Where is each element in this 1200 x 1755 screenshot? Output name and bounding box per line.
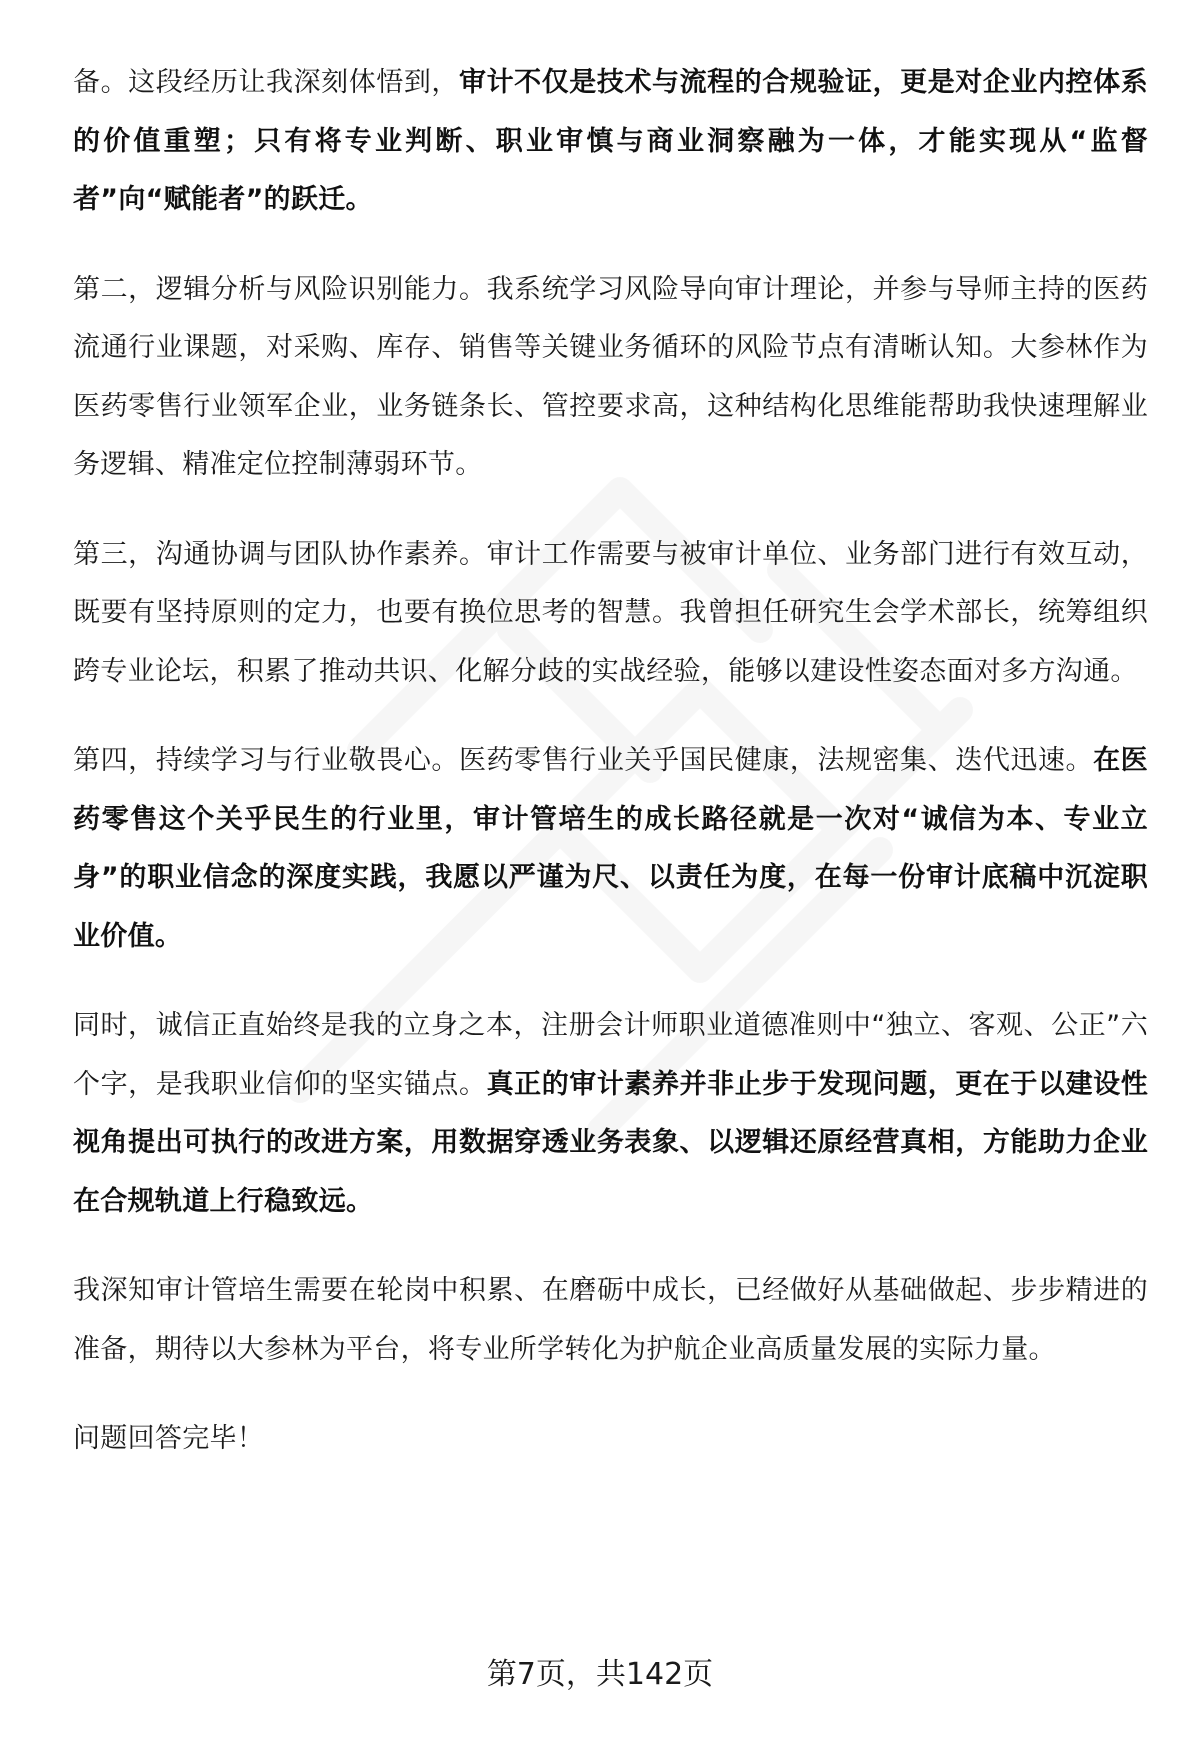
text-run: 问题回答完毕！ — [73, 1423, 265, 1454]
text-run: 我深知审计管培生需要在轮岗中积累、在磨砺中成长，已经做好从基础做起、步步精进的准备，期待以大参林为平台，将专业所学转化为护航企业高质量发展的实际力量。 — [73, 1275, 1148, 1365]
bold-text-run: 真正的审计素养并非止步于发现问题，更在于以建设性视角提出可执行的改进方案，用数据穿透业务表象、以逻辑还原经营真相，方能助力企业在合规轨道上行稳致远。 — [73, 1068, 1149, 1217]
paragraph — [73, 732, 1148, 966]
text-run: 第三，沟通协调与团队协作素养。审计工作需要与被审计单位、业务部门进行有效互动，既要有坚持原则的定力，也要有换位思考的智慧。我曾担任研究生会学术部长，统筹组织跨专业论坛，积累了推动共识、化解分歧的实战经验，能够以建设性姿态面对多方沟通。 — [73, 538, 1148, 687]
document-body — [73, 54, 1148, 1500]
text-run: 备。这段经历让我深刻体悟到， — [73, 67, 459, 98]
paragraph — [73, 997, 1148, 1231]
page-number-label: 第7页，共142页 — [486, 1657, 714, 1692]
paragraph — [73, 261, 1148, 495]
paragraph — [73, 1410, 1148, 1469]
text-run: 同时，诚信正直始终是我的立身之本，注册会计师职业道德准则中“独立、客观、公正”六个字，是我职业信仰的坚实锚点。 — [73, 1010, 1148, 1100]
paragraph — [73, 54, 1148, 230]
paragraph — [73, 1262, 1148, 1379]
page-footer — [0, 1655, 1200, 1695]
bold-text-run: 在医药零售这个关乎民生的行业里，审计管培生的成长路径就是一次对“诚信为本、专业立身”的职业信念的深度实践，我愿以严谨为尺、以责任为度，在每一份审计底稿中沉淀职业价值。 — [73, 745, 1148, 952]
paragraph — [73, 526, 1148, 702]
text-run: 第四，持续学习与行业敬畏心。医药零售行业关乎国民健康，法规密集、迭代迅速。 — [73, 745, 1094, 776]
bold-text-run: 审计不仅是技术与流程的合规验证，更是对企业内控体系的价值重塑；只有将专业判断、职业审慎与商业洞察融为一体，才能实现从“监督者”向“赋能者”的跃迁。 — [73, 67, 1149, 215]
text-run: 第二，逻辑分析与风险识别能力。我系统学习风险导向审计理论，并参与导师主持的医药流通行业课题，对采购、库存、销售等关键业务循环的风险节点有清晰认知。大参林作为医药零售行业领军企业，业务链条长、管控要求高，这种结构化思维能帮助我快速理解业务逻辑、精准定位控制薄弱环节。 — [73, 273, 1148, 480]
